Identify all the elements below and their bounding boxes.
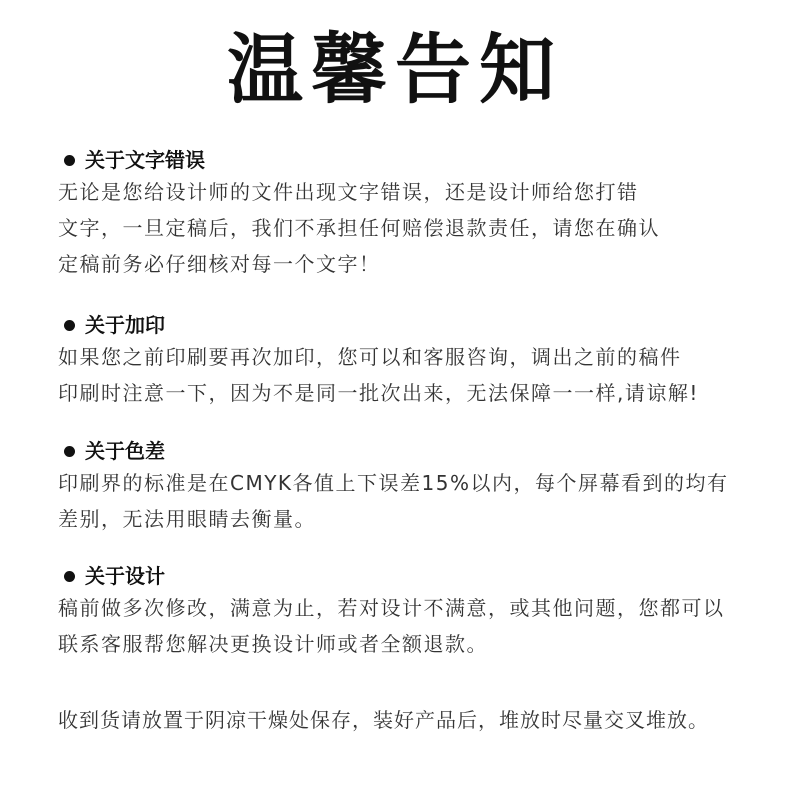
section-text-errors bbox=[58, 146, 758, 282]
bullet-icon bbox=[64, 571, 75, 582]
section-heading bbox=[58, 146, 758, 174]
body-line: 差别，无法用眼睛去衡量。 bbox=[58, 507, 316, 531]
body-line: 定稿前务必仔细核对每一个文字！ bbox=[58, 252, 381, 276]
section-design bbox=[58, 562, 758, 662]
section-color-difference bbox=[58, 437, 758, 537]
section-body bbox=[58, 465, 758, 537]
body-line: 无论是您给设计师的文件出现文字错误，还是设计师给您打错 bbox=[58, 180, 639, 204]
section-heading-label: 关于设计 bbox=[85, 564, 165, 588]
bullet-icon bbox=[64, 320, 75, 331]
page-title: 温馨告知 bbox=[227, 25, 563, 114]
body-line: 如果您之前印刷要再次加印，您可以和客服咨询，调出之前的稿件 bbox=[58, 345, 682, 369]
body-line: 稿前做多次修改，满意为止，若对设计不满意，或其他问题，您都可以 bbox=[58, 596, 725, 620]
section-heading-label: 关于文字错误 bbox=[85, 148, 205, 172]
body-line: 印刷界的标准是在CMYK各值上下误差15%以内，每个屏幕看到的均有 bbox=[58, 471, 729, 495]
bullet-icon bbox=[64, 155, 75, 166]
section-body bbox=[58, 590, 758, 662]
storage-note: 收到货请放置于阴凉干燥处保存，装好产品后，堆放时尽量交叉堆放。 bbox=[58, 708, 709, 732]
body-line: 联系客服帮您解决更换设计师或者全额退款。 bbox=[58, 632, 488, 656]
body-line: 印刷时注意一下，因为不是同一批次出来，无法保障一一样,请谅解! bbox=[58, 381, 699, 405]
section-heading bbox=[58, 311, 758, 339]
section-body bbox=[58, 339, 758, 411]
section-reprint bbox=[58, 311, 758, 411]
section-heading bbox=[58, 562, 758, 590]
bullet-icon bbox=[64, 446, 75, 457]
section-heading-label: 关于色差 bbox=[85, 439, 165, 463]
section-body bbox=[58, 174, 758, 282]
body-line: 文字，一旦定稿后，我们不承担任何赔偿退款责任，请您在确认 bbox=[58, 216, 660, 240]
section-heading-label: 关于加印 bbox=[85, 313, 165, 337]
section-heading bbox=[58, 437, 758, 465]
